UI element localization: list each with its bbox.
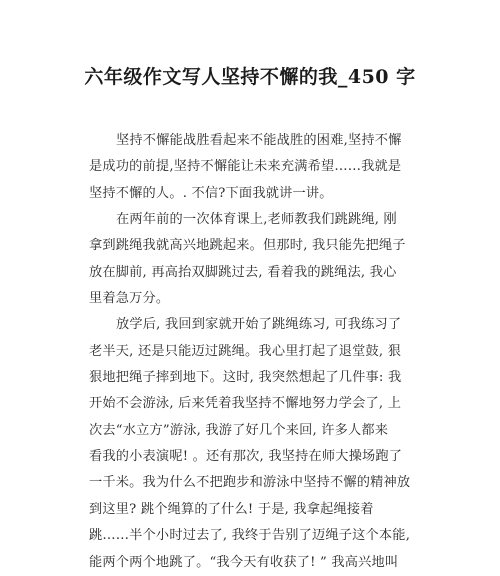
text-line: 里着急万分。 (89, 291, 170, 307)
text-line: 看我的小表演呢! 。还有那次, 我坚持在师大操场跑了 (89, 449, 403, 465)
text-line: 坚持不懈的人。. 不信?下面我就讲一讲。 (89, 185, 333, 201)
text-line: 能两个两个地跳了。“我今天有收获了! ” 我高兴地叫 (89, 554, 399, 570)
document-title: 六年级作文写人坚持不懈的我_450 字 (84, 66, 416, 88)
text-line: 狠地把绳子摔到地下。这时, 我突然想起了几件事: 我 (89, 370, 402, 386)
text-line: 次去“水立方”游泳, 我游了好几个来回, 许多人都来 (89, 422, 389, 438)
text-line: 是成功的前提,坚持不懈能让未来充满希望……我就是 (89, 159, 402, 175)
text-line: 拿到跳绳我就高兴地跳起来。但那时, 我只能先把绳子 (89, 238, 406, 254)
text-line: 一千米。我为什么不把跑步和游泳中坚持不懈的精神放 (89, 475, 411, 491)
text-line: 开始不会游泳, 后来凭着我坚持不懈地努力学会了, 上 (89, 396, 402, 412)
text-line: 坚持不懈能战胜看起来不能战胜的困难,坚持不懈 (116, 133, 402, 148)
text-line: 老半天, 还是只能迈过跳绳。我心里打起了退堂鼓, 狠 (89, 343, 402, 359)
text-line: 跳……半个小时过去了, 我终于告别了迈绳子这个本能, (89, 528, 411, 544)
document-body (89, 128, 419, 576)
text-line: 在两年前的一次体育课上,老师教我们跳跳绳, 刚 (116, 212, 397, 228)
text-line: 放学后, 我回到家就开始了跳绳练习, 可我练习了 (116, 317, 402, 333)
text-line: 放在脚前, 再高抬双脚跳过去, 看着我的跳绳法, 我心 (89, 264, 397, 280)
text-line: 到这里? 跳个绳算的了什么! 于是, 我拿起绳接着 (89, 501, 374, 517)
